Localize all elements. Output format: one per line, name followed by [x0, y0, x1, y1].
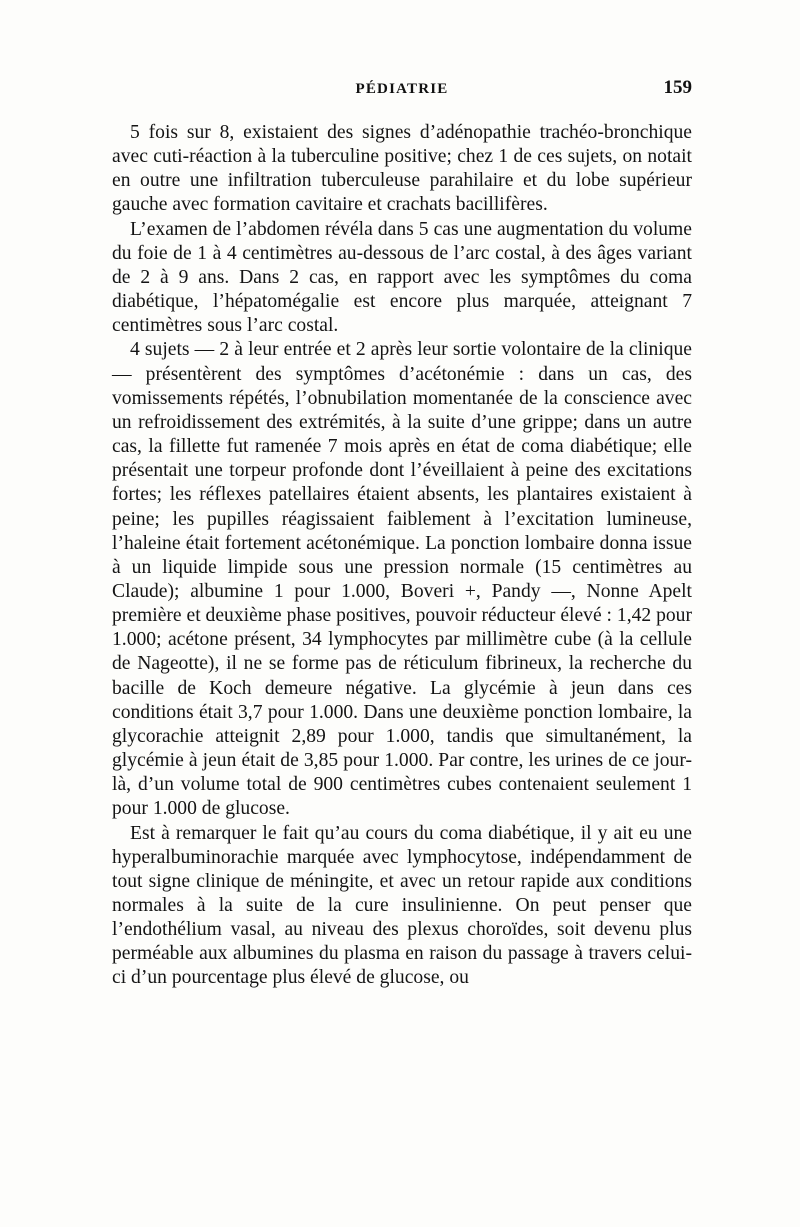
body-text [112, 121, 692, 991]
paragraph: L’examen de l’abdomen révéla dans 5 cas une augmentation du volume du foie de 1 à 4 centimètres au-dessous de l’arc costal, à des âges variant de 2 à 9 ans. Dans 2 cas, en rapport avec les symptômes du coma diabétique, l’hépatomégalie est encore plus marquée, atteignant 7 centimètres sous l’arc costal. [112, 218, 692, 337]
paragraph: 4 sujets — 2 à leur entrée et 2 après leur sortie volontaire de la clinique — présentèrent des symptômes d’acétonémie : dans un cas, des vomissements répétés, l’obnubilation momentanée de la conscience avec un refroidissement des extrémités, à la suite d’une grippe; dans un autre cas, la fillette fut ramenée 7 mois après en état de coma diabétique; elle présentait une torpeur profonde dont l’éveillaient à peine des excitations fortes; les réflexes patellaires étaient absents, les plantaires existaient à peine; les pupilles réagissaient faiblement à l’excitation lumineuse, l’haleine était fortement acétonémique. La ponction lombaire donna issue à un liquide limpide sous une pression normale (15 centimètres au Claude); albumine 1 pour 1.000, Boveri +, Pandy —, Nonne Apelt première et deuxième phase positives, pouvoir réducteur élevé : 1,42 pour 1.000; acétone présent, 34 lymphocytes par millimètre cube (à la cellule de Nageotte), il ne se forme pas de réticulum fibrineux, la recherche du bacille de Koch demeure négative. La glycémie à jeun dans ces conditions était 3,7 pour 1.000. Dans une deuxième ponction lombaire, la glycorachie atteignit 2,89 pour 1.000, tandis que simultanément, la glycémie à jeun était de 3,85 pour 1.000. Par contre, les urines de ce jour-là, d’un volume total de 900 centimètres cubes contenaient seulement 1 pour 1.000 de glucose. [112, 339, 692, 820]
page-number: 159 [663, 77, 692, 98]
running-head [112, 75, 692, 105]
paragraph: 5 fois sur 8, existaient des signes d’adénopathie trachéo-bronchique avec cuti-réaction à la tuberculine positive; chez 1 de ces sujets, on notait en outre une infiltration tuberculeuse parahilaire et du lobe supérieur gauche avec formation cavitaire et crachats bacillifères. [112, 122, 692, 216]
running-title: PÉDIATRIE [355, 81, 449, 97]
paragraph: Est à remarquer le fait qu’au cours du coma diabétique, il y ait eu une hyperalbuminorachie marquée avec lymphocytose, indépendamment de tout signe clinique de méningite, et avec un retour rapide aux conditions normales à la suite de la cure insulinienne. On peut penser que l’endothélium vasal, au niveau des plexus choroïdes, soit devenu plus perméable aux albumines du plasma en raison du passage à travers celui-ci d’un pourcentage plus élevé de glucose, ou [112, 822, 692, 989]
